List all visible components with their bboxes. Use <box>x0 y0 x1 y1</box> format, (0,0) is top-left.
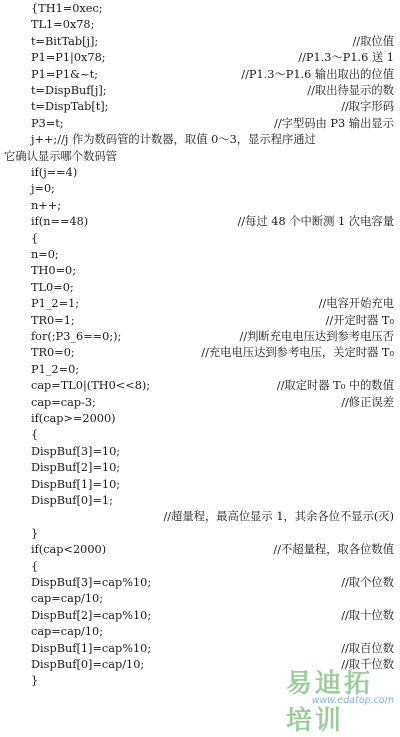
code-line <box>0 443 400 460</box>
code-text: } <box>31 674 39 688</box>
code-comment: //充电电压达到参考电压，关定时器 T₀ <box>201 346 394 360</box>
code-line <box>0 230 400 247</box>
code-comment: //修正误差 <box>341 395 394 409</box>
code-text: DispBuf[2]=cap%10; <box>31 608 152 622</box>
code-text: if(cap<2000) <box>31 543 107 557</box>
code-text: P1_2=0; <box>31 362 80 376</box>
code-text: if(n==48) <box>31 215 89 229</box>
code-line <box>0 508 400 525</box>
code-line <box>0 33 400 50</box>
code-text: { <box>31 428 39 442</box>
code-line <box>0 197 400 214</box>
code-text: cap=cap/10; <box>31 592 104 606</box>
code-line <box>0 426 400 443</box>
code-line <box>0 574 400 591</box>
code-line <box>0 656 400 673</box>
code-comment: //超量程，最高位显示 1，其余各位不显示(灭) <box>163 510 394 524</box>
code-text: P1=P1|0x78; <box>31 51 106 65</box>
code-line <box>0 623 400 640</box>
code-line <box>0 492 400 509</box>
code-line <box>0 131 400 148</box>
code-text: TR0=0; <box>31 346 75 360</box>
code-comment: //取百位数 <box>341 641 394 655</box>
code-text: {TH1=0xec; <box>31 2 103 15</box>
code-text: P1_2=1; <box>31 297 80 311</box>
code-line <box>0 66 400 83</box>
code-comment: //P1.3～P1.6 输出取出的位值 <box>241 67 394 81</box>
code-text: DispBuf[1]=cap%10; <box>31 641 152 655</box>
code-line <box>0 344 400 361</box>
code-comment: //取十位数 <box>341 608 394 622</box>
code-line <box>0 410 400 427</box>
code-text: t=DispBuf[j]; <box>31 84 107 97</box>
code-line <box>0 377 400 394</box>
code-text: for(;P3_6==0;); <box>31 330 122 343</box>
code-comment: //开定时器 T₀ <box>325 313 394 327</box>
code-line <box>0 312 400 329</box>
code-comment: //每过 48 个中断测 1 次电容量 <box>237 215 394 229</box>
code-text: n=0; <box>31 248 59 261</box>
code-line <box>0 98 400 115</box>
code-line <box>0 16 400 33</box>
code-line <box>0 213 400 230</box>
code-text: t=BitTab[j]; <box>31 34 99 48</box>
code-line <box>0 394 400 411</box>
code-line <box>0 476 400 493</box>
watermark-url: www.edatop.com <box>311 695 394 706</box>
code-line <box>0 82 400 99</box>
code-text: if(cap>=2000) <box>31 412 116 425</box>
code-text: } <box>31 526 39 540</box>
code-comment: //取定时器 T₀ 中的数值 <box>276 379 394 393</box>
code-text: j=0; <box>31 182 55 196</box>
code-text: 它确认显示哪个数码管 <box>4 149 117 163</box>
code-text: DispBuf[1]=10; <box>31 477 121 491</box>
code-line <box>0 640 400 657</box>
code-line <box>0 49 400 66</box>
code-text: TR0=1; <box>31 313 75 327</box>
code-line <box>0 0 400 17</box>
code-line <box>0 541 400 558</box>
code-text: TL1=0x78; <box>31 18 95 32</box>
code-line <box>0 328 400 345</box>
code-text: DispBuf[2]=10; <box>31 461 121 475</box>
code-text: { <box>31 231 39 245</box>
code-line <box>0 115 400 132</box>
code-line <box>0 459 400 476</box>
watermark-brand: 易迪拓培训 <box>286 669 374 736</box>
code-comment: //电容开始充电 <box>318 297 394 311</box>
code-line <box>0 590 400 607</box>
code-line <box>0 525 400 542</box>
code-comment: //字型码由 P3 输出显示 <box>274 116 394 130</box>
code-comment: //P1.3～P1.6 送 1 <box>298 51 394 65</box>
code-line <box>0 246 400 263</box>
code-text: P3=t; <box>31 116 64 130</box>
code-comment: //取个位数 <box>341 576 394 589</box>
code-text: TH0=0; <box>31 264 77 278</box>
code-line <box>0 180 400 197</box>
code-text: DispBuf[0]=1; <box>31 494 113 507</box>
code-line <box>0 607 400 624</box>
code-line <box>0 361 400 378</box>
code-text: cap=TL0|(TH0<<8); <box>31 379 151 393</box>
code-text: t=DispTab[t]; <box>31 100 109 114</box>
code-comment: //判断充电电压达到参考电压否 <box>239 330 394 343</box>
code-text: cap=cap/10; <box>31 625 104 639</box>
code-text: n++; <box>31 198 62 212</box>
code-comment: //取千位数 <box>341 658 394 671</box>
code-comment: //取出待显示的数 <box>307 84 394 97</box>
code-line <box>0 558 400 575</box>
code-text: P1=P1&~t; <box>31 67 98 81</box>
code-comment: //取字形码 <box>341 100 394 114</box>
code-text: { <box>31 559 39 573</box>
code-text: DispBuf[3]=cap%10; <box>31 576 152 589</box>
code-line <box>0 148 400 165</box>
code-line <box>0 295 400 312</box>
code-line <box>0 279 400 296</box>
code-text: DispBuf[3]=10; <box>31 444 121 458</box>
code-text: if(j==4) <box>31 166 78 179</box>
code-text: j++;//j 作为数码管的计数器，取值 0～3，显示程序通过 <box>31 133 316 147</box>
code-line <box>0 672 400 689</box>
code-text: cap=cap-3; <box>31 395 96 409</box>
code-comment: //取位值 <box>352 34 394 48</box>
code-comment: //不超量程，取各位数值 <box>273 543 394 557</box>
code-line <box>0 262 400 279</box>
code-line <box>0 164 400 181</box>
code-text: DispBuf[0]=cap/10; <box>31 658 145 671</box>
code-text: TL0=0; <box>31 280 74 294</box>
